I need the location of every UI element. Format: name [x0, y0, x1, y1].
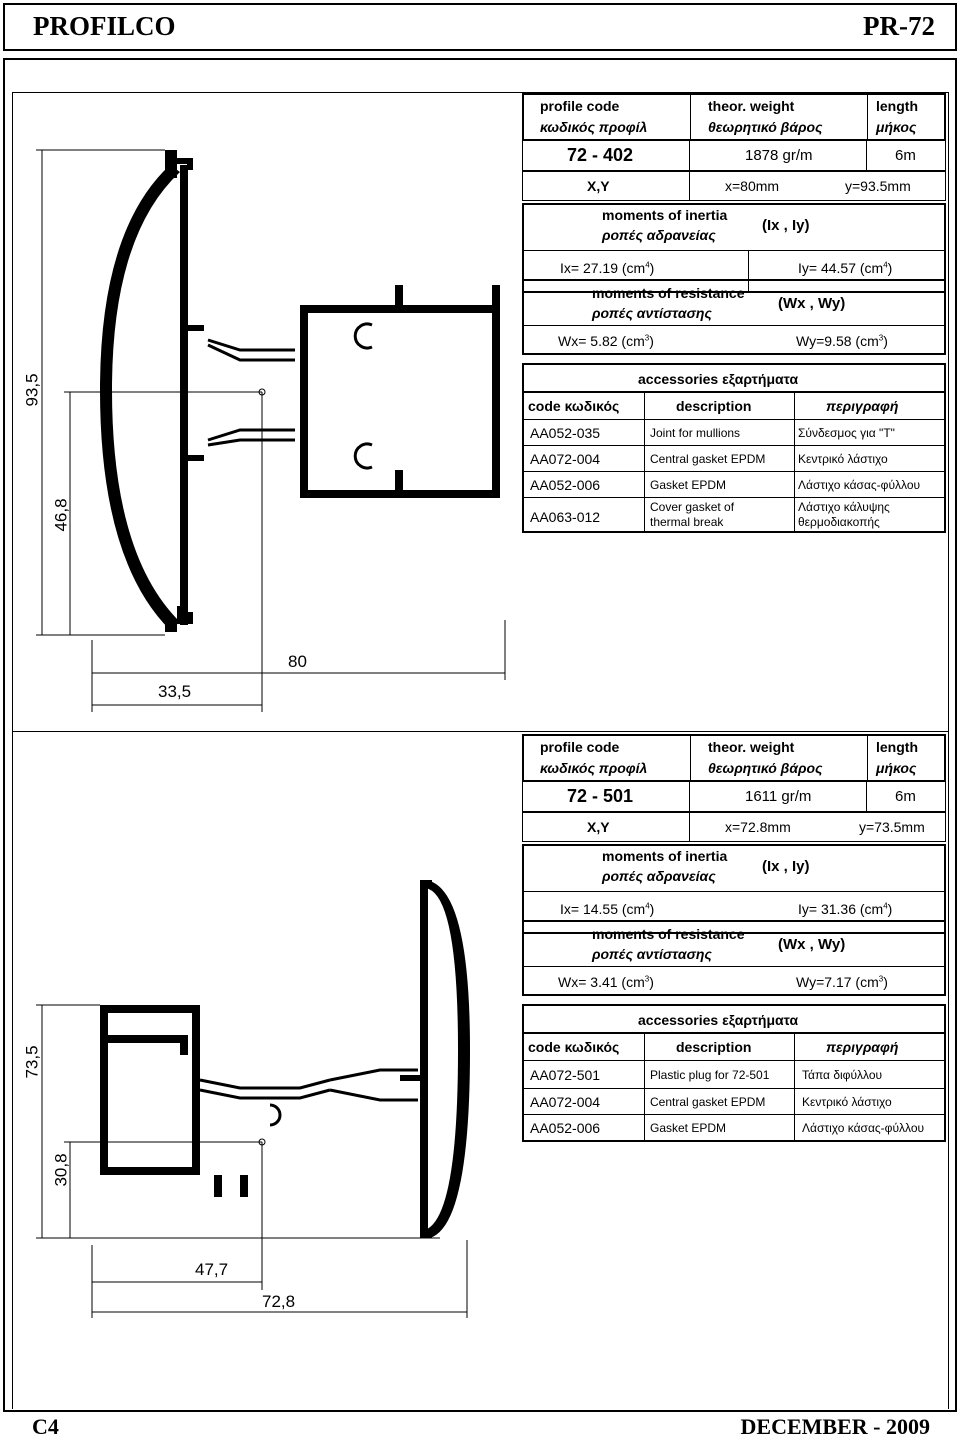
wx-value: Wx= 3.41 $(cm^3)$ — [558, 974, 654, 990]
label-inertia-gr: ροπές αδρανείας — [602, 868, 716, 884]
label-resistance-symbol: (Wx , Wy) — [778, 936, 846, 953]
wx-value: Wx= 5.82 $(cm^3)$ — [558, 333, 654, 349]
xy-row — [522, 812, 946, 842]
label-profile-code: profile code — [540, 739, 620, 755]
page-number: C4 — [32, 1414, 59, 1439]
col-description-gr: περιγραφή — [826, 1039, 899, 1055]
spec-header-row — [522, 734, 946, 782]
iy-value: Iy= 44.57 $(cm^4)$ — [798, 260, 893, 276]
label-length-gr: μήκος — [876, 119, 917, 135]
centroid-y: y=73.5mm — [859, 819, 925, 835]
dim-inner-height: 46,8 — [51, 498, 71, 532]
series-code: PR-72 — [863, 11, 935, 41]
acc-desc: Cover gasket of — [650, 500, 735, 514]
label-profile-code: profile code — [540, 98, 620, 114]
acc-code: AA052-006 — [530, 1120, 601, 1136]
dim-height: 93,5 — [22, 373, 42, 407]
iy-value: Iy= 31.36 $(cm^4)$ — [798, 901, 893, 917]
label-profile-code-gr: κωδικός προφίλ — [540, 119, 648, 135]
acc-desc: Gasket EPDM — [650, 1121, 727, 1135]
label-weight-gr: θεωρητικό βάρος — [708, 760, 823, 776]
label-inertia-gr: ροπές αδρανείας — [602, 227, 716, 243]
dim-offset: 33,5 — [158, 682, 192, 701]
dim-height: 73,5 — [22, 1045, 42, 1079]
acc-desc: Gasket EPDM — [650, 478, 727, 492]
label-resistance-gr: ροπές αντίστασης — [592, 946, 712, 962]
centroid-x: x=72.8mm — [725, 819, 791, 835]
col-code: code κωδικός — [528, 398, 620, 414]
centroid-y: y=93.5mm — [845, 178, 911, 194]
acc-desc: Plastic plug for 72-501 — [650, 1068, 770, 1082]
label-weight-gr: θεωρητικό βάρος — [708, 119, 823, 135]
acc-desc: Joint for mullions — [650, 426, 741, 440]
acc-desc-gr: Λάστιχο κάλυψης — [798, 500, 890, 514]
label-weight: theor. weight — [708, 739, 795, 755]
col-description: description — [676, 1039, 752, 1055]
col-code: code κωδικός — [528, 1039, 620, 1055]
profile-weight: 1878 gr/m — [745, 147, 813, 164]
dim-inner-height: 30,8 — [51, 1153, 71, 1187]
profile-length: 6m — [895, 788, 916, 805]
label-resistance: moments of resistance — [592, 285, 745, 301]
spec-value-row — [522, 780, 946, 812]
label-length: length — [876, 98, 918, 114]
accessories-title: accessories εξαρτήματα — [522, 1004, 946, 1034]
label-inertia: moments of inertia — [602, 848, 728, 864]
dim-width: 72,8 — [262, 1292, 296, 1311]
acc-desc-line2: thermal break — [650, 515, 724, 529]
resistance-block — [522, 920, 946, 996]
wy-value: Wy=9.58 $(cm^3)$ — [796, 333, 888, 349]
acc-desc-gr: Κεντρικό λάστιχο — [798, 452, 888, 466]
accessories-table — [522, 1032, 946, 1142]
acc-code: AA052-006 — [530, 477, 601, 493]
label-resistance: moments of resistance — [592, 926, 745, 942]
accessories-title: accessories εξαρτήματα — [522, 363, 946, 393]
acc-desc-gr: Λάστιχο κάσας-φύλλου — [802, 1121, 925, 1135]
acc-code: AA052-035 — [530, 425, 601, 441]
acc-desc-gr: Τάπα διφύλλου — [802, 1068, 883, 1082]
acc-code: AA072-501 — [530, 1067, 601, 1083]
revision-date: DECEMBER - 2009 — [740, 1414, 930, 1439]
label-xy: X,Y — [587, 819, 610, 835]
brand-name: PROFILCO — [33, 11, 176, 41]
centroid-x: x=80mm — [725, 178, 780, 194]
label-inertia-symbol: (Ix , Iy) — [762, 217, 810, 234]
col-description-gr: περιγραφή — [826, 398, 899, 414]
acc-desc-gr: Κεντρικό λάστιχο — [802, 1095, 892, 1109]
acc-desc: Central gasket EPDM — [650, 1095, 766, 1109]
profile-weight: 1611 gr/m — [745, 788, 812, 805]
ix-value: Ix= 14.55 $(cm^4)$ — [560, 901, 655, 917]
acc-desc-gr-line2: θερμοδιακοπής — [798, 515, 880, 529]
acc-code: AA063-012 — [530, 509, 601, 525]
label-inertia: moments of inertia — [602, 207, 728, 223]
col-description: description — [676, 398, 752, 414]
label-weight: theor. weight — [708, 98, 795, 114]
label-resistance-symbol: (Wx , Wy) — [778, 295, 846, 312]
acc-code: AA072-004 — [530, 451, 601, 467]
wy-value: Wy=7.17 $(cm^3)$ — [796, 974, 888, 990]
label-inertia-symbol: (Ix , Iy) — [762, 858, 810, 875]
label-resistance-gr: ροπές αντίστασης — [592, 305, 712, 321]
label-profile-code-gr: κωδικός προφίλ — [540, 760, 648, 776]
dim-width: 80 — [288, 652, 307, 671]
label-length-gr: μήκος — [876, 760, 917, 776]
ix-value: Ix= 27.19 $(cm^4)$ — [560, 260, 655, 276]
acc-desc-gr: Σύνδεσμος για "Τ" — [798, 426, 895, 440]
label-length: length — [876, 739, 918, 755]
profile-length: 6m — [895, 147, 916, 164]
acc-code: AA072-004 — [530, 1094, 601, 1110]
label-xy: X,Y — [587, 178, 610, 194]
profile-code: 72 - 501 — [567, 786, 634, 806]
acc-desc-gr: Λάστιχο κάσας-φύλλου — [798, 478, 921, 492]
acc-desc: Central gasket EPDM — [650, 452, 766, 466]
profile-code: 72 - 402 — [567, 145, 634, 165]
dim-offset: 47,7 — [195, 1260, 229, 1279]
